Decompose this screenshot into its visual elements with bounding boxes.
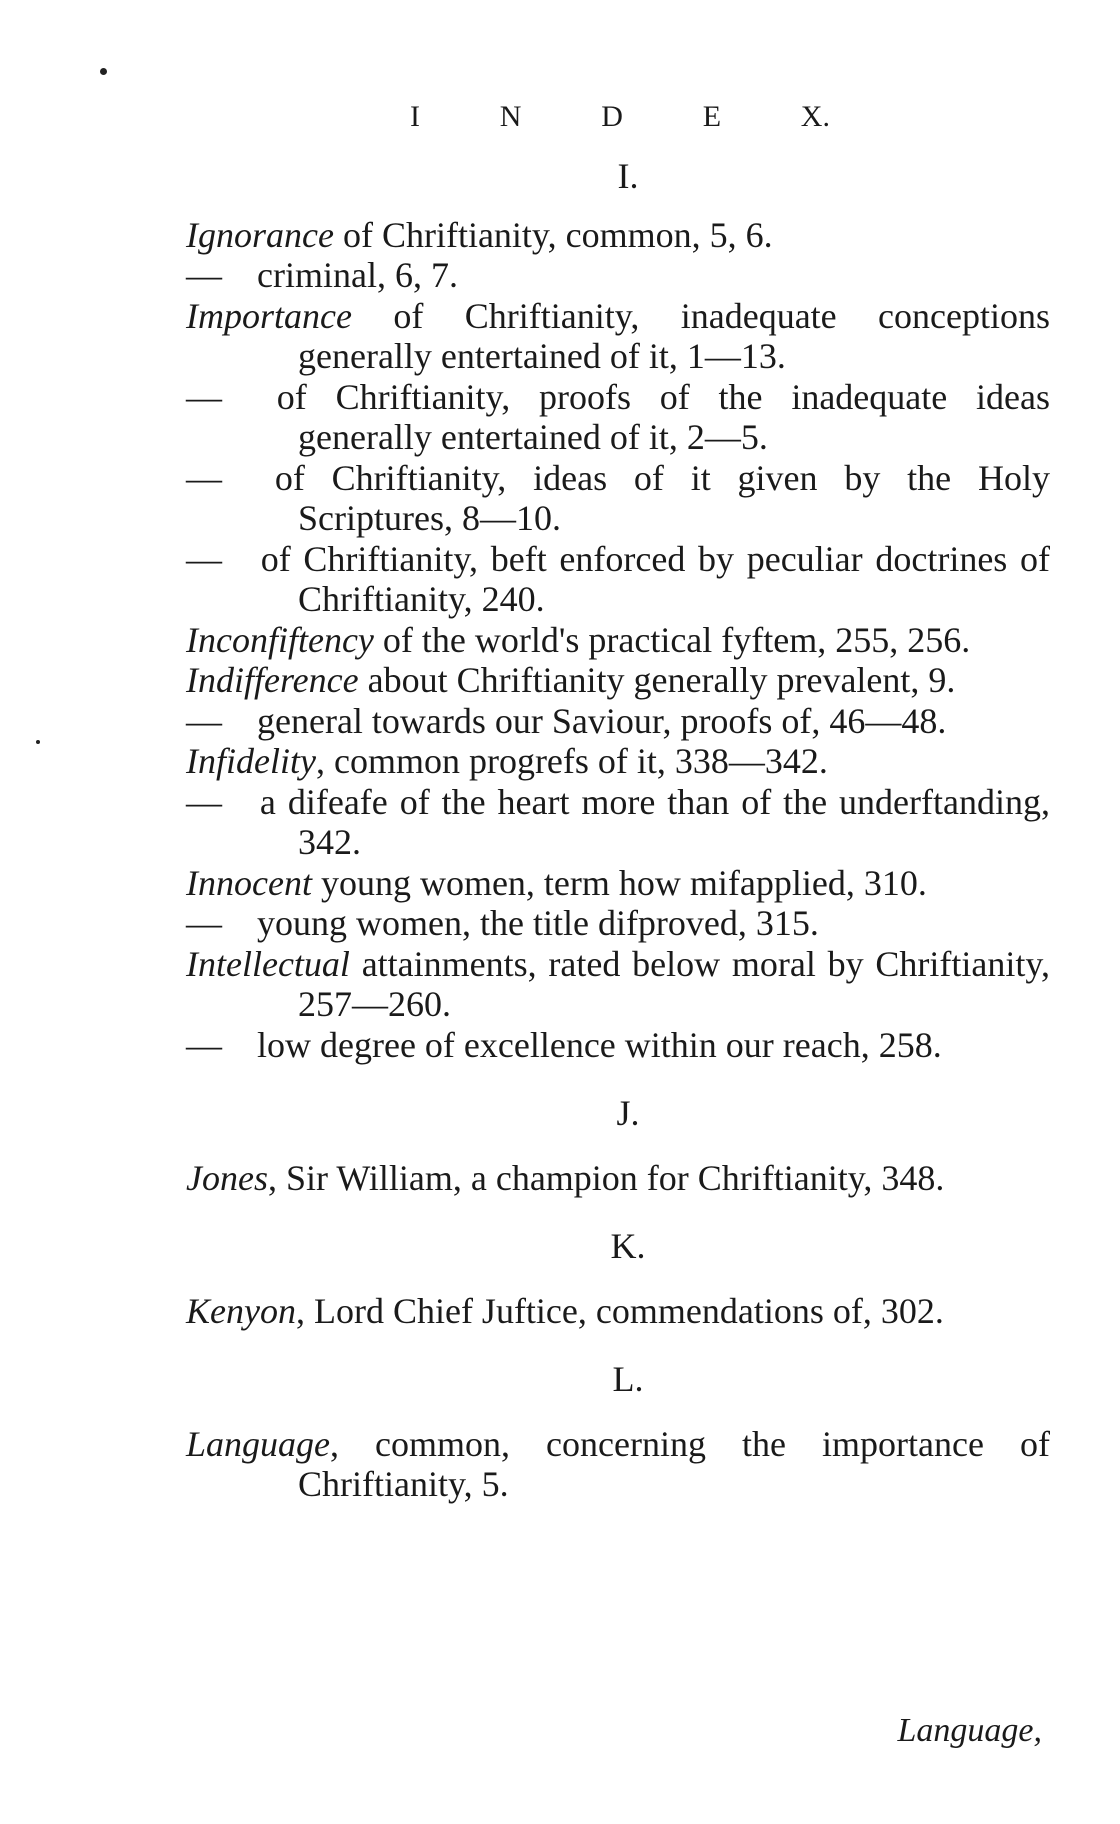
entry-head-word: Inconfiftency: [186, 619, 374, 660]
entry-dash: —: [186, 538, 222, 579]
index-sub-entry: [186, 377, 1050, 458]
entry-text: young women, term how mifapplied, 310.: [311, 862, 927, 903]
section-letter-i: I.: [617, 156, 639, 196]
entry-head-word: Intellectual: [186, 943, 350, 984]
index-entry: [186, 741, 1050, 782]
entry-text: of Chriftianity, beft enforced by peculiar doctrines of Chriftianity, 240.: [248, 538, 1050, 619]
entry-head-word: Ignorance: [186, 214, 334, 255]
entry-head-word: Kenyon: [186, 1290, 296, 1331]
index-entry: [186, 1158, 1050, 1199]
entry-text: of Chriftianity, inadequate conceptions generally entertained of it, 1—13.: [298, 295, 1050, 376]
entry-text: , Lord Chief Juftice, commendations of, 302.: [295, 1290, 944, 1331]
entry-dash: —: [186, 1024, 222, 1065]
index-sub-entry: [186, 903, 1050, 944]
entry-text: , common progrefs of it, 338—342.: [315, 741, 828, 781]
entry-dash: —: [186, 457, 222, 498]
index-content: [186, 156, 1050, 1505]
running-head-letter: N: [499, 100, 522, 133]
entry-dash: —: [186, 903, 222, 943]
index-entry: [186, 1291, 1050, 1332]
section-letter-k: K.: [610, 1226, 646, 1266]
running-head-letter: I: [410, 100, 420, 133]
entry-dash: —: [186, 700, 222, 741]
index-entry: [186, 1424, 1050, 1505]
index-sub-entry: [186, 782, 1050, 863]
entry-text: , Sir William, a champion for Chriftianity, 348.: [267, 1157, 945, 1198]
index-sub-entry: [186, 255, 1050, 296]
running-head: [410, 100, 830, 134]
entry-text: of Chriftianity, common, 5, 6.: [333, 214, 773, 255]
index-entry: [186, 863, 1050, 904]
index-entry: [186, 620, 1050, 661]
entry-text: young women, the title difproved, 315.: [248, 903, 819, 943]
entry-text: attainments, rated below moral by Chriftianity, 257—260.: [298, 943, 1050, 1024]
entry-text: criminal, 6, 7.: [248, 255, 458, 295]
index-entry: [186, 215, 1050, 256]
entry-text: of Chriftianity, ideas of it given by the Holy Scriptures, 8—10.: [248, 457, 1050, 538]
index-sub-entry: [186, 539, 1050, 620]
section-letter-j: J.: [616, 1093, 640, 1133]
entry-text: of the world's practical fyftem, 255, 256.: [373, 619, 971, 660]
index-entry: [186, 296, 1050, 377]
index-sub-entry: [186, 1025, 1050, 1066]
entry-text: , common, concerning the importance of Chriftianity, 5.: [298, 1423, 1050, 1504]
ink-speck: [36, 740, 40, 744]
index-sub-entry: [186, 458, 1050, 539]
entry-head-word: Infidelity: [186, 741, 316, 781]
index-entry: [186, 660, 1050, 701]
index-sub-entry: [186, 701, 1050, 742]
entry-text: of Chriftianity, proofs of the inadequate ideas generally entertained of it, 2—5.: [248, 376, 1050, 457]
entry-head-word: Indifference: [186, 660, 359, 700]
running-head-letter: D: [601, 100, 623, 133]
section-letter-l: L.: [612, 1359, 644, 1399]
entry-dash: —: [186, 255, 222, 295]
running-head-letter: X.: [800, 100, 830, 133]
entry-head-word: Innocent: [186, 862, 312, 903]
entry-text: low degree of excellence within our reach, 258.: [248, 1024, 942, 1065]
entry-head-word: Jones: [186, 1157, 268, 1198]
entry-dash: —: [186, 781, 222, 822]
entry-head-word: Importance: [186, 295, 352, 336]
entry-text: a difeafe of the heart more than of the underftanding, 342.: [248, 781, 1050, 862]
running-head-letter: E: [702, 100, 722, 133]
entry-dash: —: [186, 376, 222, 417]
ink-speck: [100, 68, 107, 75]
entry-head-word: Language: [186, 1423, 330, 1464]
entry-text: general towards our Saviour, proofs of, 46—48.: [248, 700, 947, 741]
index-entry: [186, 944, 1050, 1025]
catchword: Language,: [897, 1712, 1042, 1749]
entry-text: about Chriftianity generally prevalent, 9.: [358, 660, 956, 700]
